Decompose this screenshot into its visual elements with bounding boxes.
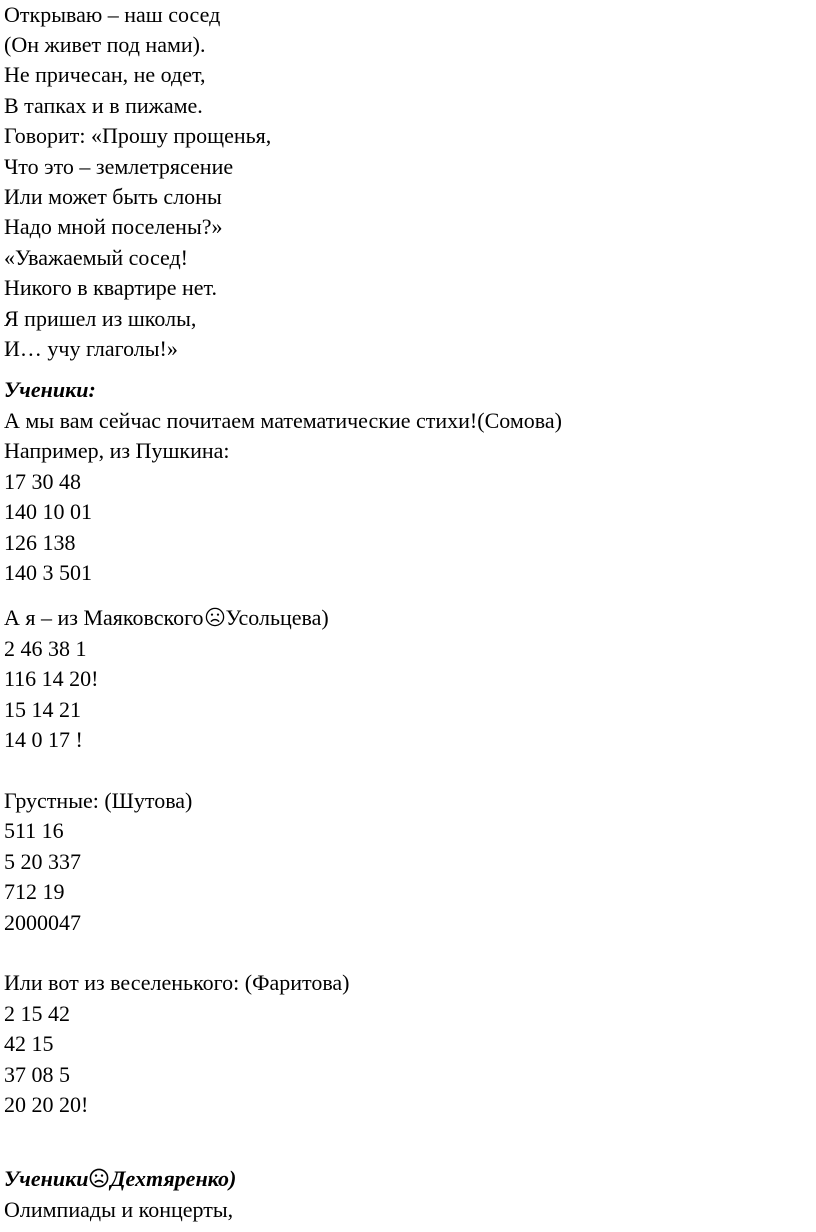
poem-line: Открываю – наш сосед	[4, 2, 221, 27]
frown-face-icon	[205, 607, 225, 627]
section-intro: А мы вам сейчас почитаем математические стихи!(Сомова)	[4, 408, 562, 433]
section-heading	[4, 1166, 236, 1192]
intro-text: Усольцева)	[225, 605, 329, 630]
number-line: 712 19	[4, 879, 65, 904]
poem-line: Никого в квартире нет.	[4, 275, 218, 300]
poem-line: «Уважаемый сосед!	[4, 245, 189, 270]
poem-line: Что это – землетрясение	[4, 154, 234, 179]
poem-line: И… учу глаголы!»	[4, 336, 178, 361]
section-intro: Или вот из веселенького: (Фаритова)	[4, 970, 350, 995]
poem-line: Не причесан, не одет,	[4, 62, 206, 87]
number-line: 15 14 21	[4, 697, 81, 722]
number-line: 140 10 01	[4, 499, 92, 524]
number-line: 140 3 501	[4, 560, 92, 585]
section-first-line: Олимпиады и концерты,	[4, 1197, 234, 1222]
number-line: 17 30 48	[4, 469, 81, 494]
poem-line: Или может быть слоны	[4, 184, 222, 209]
heading-text: Дехтяренко)	[110, 1166, 237, 1191]
number-line: 116 14 20!	[4, 666, 99, 691]
poem-line: Говорит: «Прошу прощенья,	[4, 123, 272, 148]
number-line: 2000047	[4, 910, 81, 935]
number-line: 42 15	[4, 1031, 54, 1056]
section-heading: Ученики:	[4, 377, 96, 402]
poem-line: (Он живет под нами).	[4, 32, 206, 57]
number-line: 37 08 5	[4, 1062, 70, 1087]
number-line: 20 20 20!	[4, 1092, 89, 1117]
heading-text: Ученики	[4, 1166, 89, 1191]
section-intro	[4, 605, 329, 631]
frown-face-icon	[89, 1168, 109, 1188]
number-line: 511 16	[4, 818, 64, 843]
section-example: Например, из Пушкина:	[4, 438, 230, 463]
number-line: 2 15 42	[4, 1001, 70, 1026]
poem-line: Я пришел из школы,	[4, 306, 197, 331]
number-line: 2 46 38 1	[4, 636, 87, 661]
poem-line: В тапках и в пижаме.	[4, 93, 203, 118]
intro-text: А я – из Маяковского	[4, 605, 204, 630]
number-line: 5 20 337	[4, 849, 81, 874]
poem-line: Надо мной поселены?»	[4, 214, 223, 239]
section-intro: Грустные: (Шутова)	[4, 788, 193, 813]
number-line: 14 0 17 !	[4, 727, 83, 752]
number-line: 126 138	[4, 530, 76, 555]
